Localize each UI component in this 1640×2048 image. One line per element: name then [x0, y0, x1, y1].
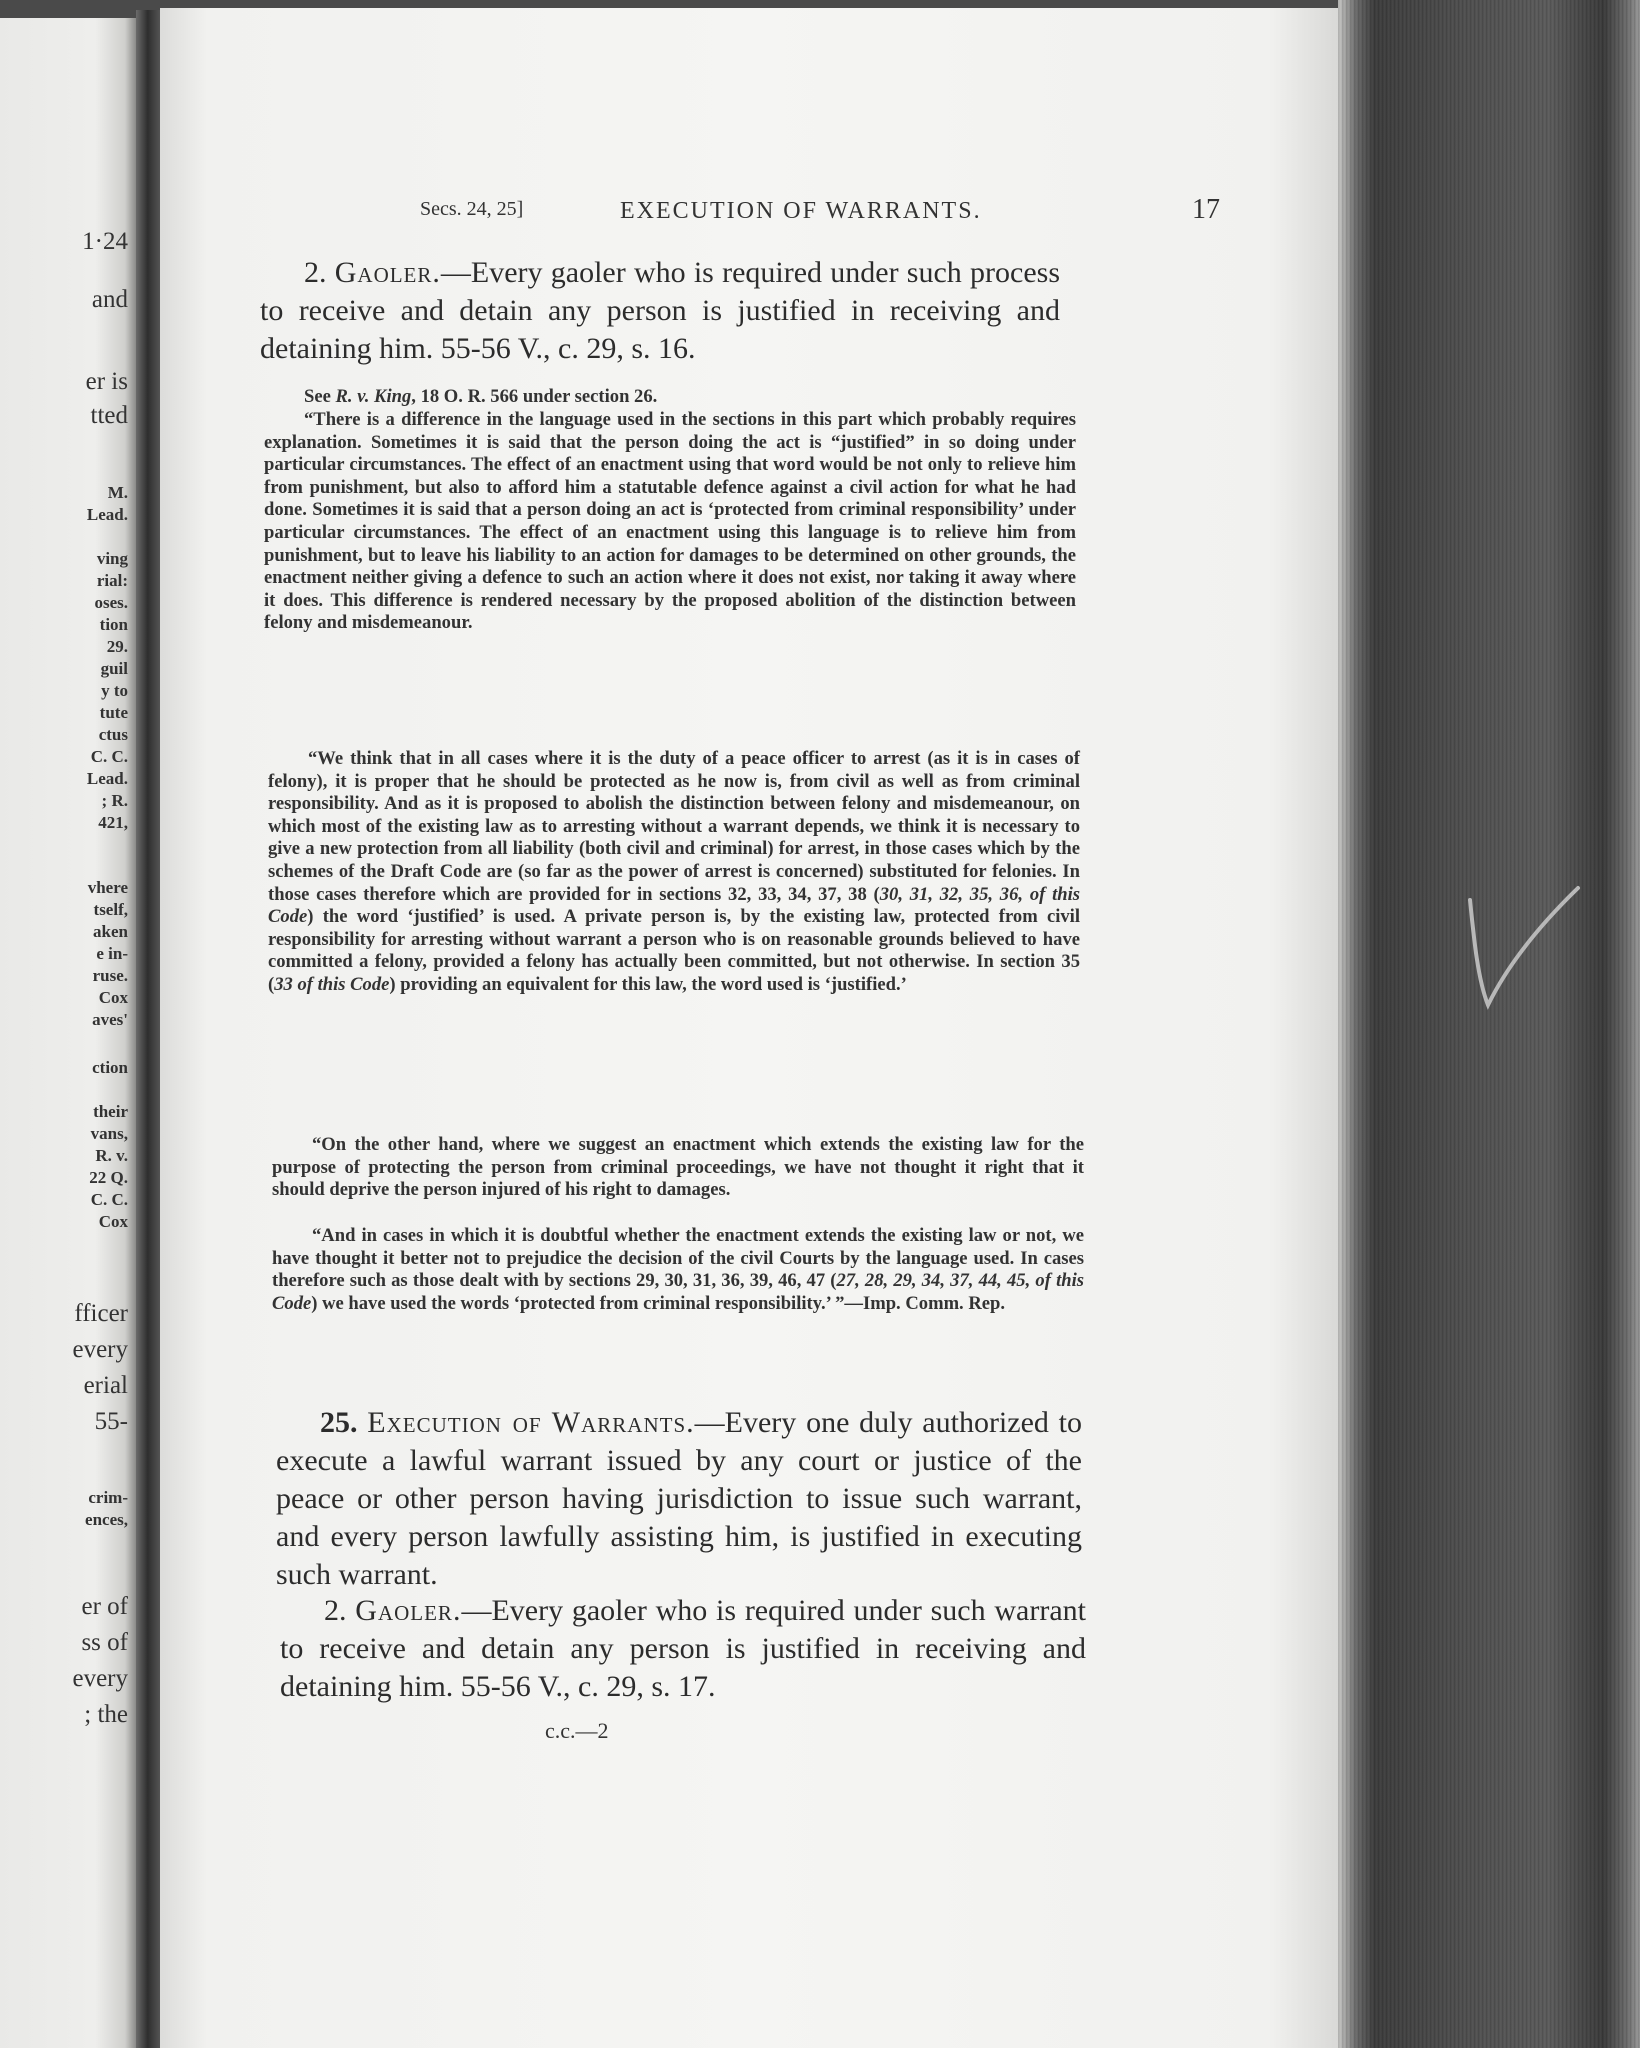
header-title: EXECUTION OF WARRANTS.	[620, 198, 982, 224]
previous-page-line: C. C.	[90, 747, 128, 766]
previous-page-line: ving	[96, 549, 128, 568]
previous-page-line: y to	[101, 681, 128, 700]
previous-page-line: 22 Q.	[89, 1168, 128, 1187]
previous-page-line: aken	[93, 922, 128, 941]
previous-page-line: rial:	[96, 571, 128, 590]
previous-page-line: e in-	[96, 944, 128, 963]
previous-page-line: Cox	[98, 988, 128, 1007]
previous-page-line: ss of	[81, 1629, 128, 1656]
previous-page-line: ction	[92, 1058, 128, 1077]
running-header	[420, 194, 1220, 238]
previous-page-line: crim-	[88, 1488, 128, 1507]
previous-page-line: ctus	[98, 725, 128, 744]
previous-page-line: their	[93, 1102, 128, 1121]
previous-page-line: tion	[99, 615, 128, 634]
previous-page-line: R. v.	[95, 1146, 128, 1165]
section-text: —Every one duly authorized to execute a lawful warrant issued by any court or justice of the peace or other person having jurisdiction to issue such warrant, and every person lawfully assisting him, is justified in executing such warrant.	[276, 1406, 1083, 1591]
previous-page-line: oses.	[94, 593, 128, 612]
previous-page-line: vans,	[90, 1124, 128, 1143]
check-mark-icon	[1460, 880, 1590, 1030]
previous-page-line: tself,	[93, 900, 128, 919]
previous-page-line: er is	[85, 368, 128, 395]
book-page	[160, 8, 1340, 2048]
previous-page-line: and	[91, 286, 128, 313]
previous-page-line: tute	[99, 703, 128, 722]
subsection-heading: Gaoler.	[355, 1594, 462, 1627]
page-number: 17	[1192, 194, 1220, 225]
previous-page-line: every	[72, 1665, 128, 1692]
previous-page-line: ruse.	[92, 966, 128, 985]
section-25	[276, 1404, 1082, 1594]
subsection-number: 2.	[304, 256, 335, 289]
previous-page-line: M.	[107, 483, 128, 502]
previous-page-line: C. C.	[90, 1190, 128, 1209]
previous-page-line: vhere	[87, 878, 128, 897]
previous-page-line: tted	[90, 402, 128, 429]
case-name: R. v. King	[335, 386, 412, 407]
note-paragraph-3: “On the other hand, where we suggest an enactment which extends the existing law for the purpose of protecting the person from criminal proceedings, we have not thought it right that it should deprive the person injured of his right to damages.	[272, 1134, 1084, 1201]
subsection-text: —Every gaoler who is required under such warrant to receive and detain any person is justified in receiving and detaining him. 55-56 V., c. 29, s. 17.	[280, 1594, 1086, 1703]
previous-page-line: fficer	[74, 1300, 128, 1327]
previous-page-line: er of	[81, 1593, 128, 1620]
previous-page-line: Lead.	[86, 769, 128, 788]
subsection-number: 2.	[324, 1594, 356, 1627]
note-see-reference: See R. v. King, 18 O. R. 566 under section 26.	[304, 386, 658, 407]
previous-page-line: 55-	[94, 1408, 128, 1435]
previous-page-line: ; R.	[101, 791, 128, 810]
previous-page-line: ences,	[85, 1510, 128, 1529]
previous-page-line: 1·24	[82, 228, 128, 255]
subsection-heading: Gaoler.	[334, 256, 441, 289]
previous-page-line: 421,	[98, 813, 128, 832]
note-paragraph-2: “We think that in all cases where it is the duty of a peace officer to arrest (as it is in cases of felony), it is proper that he should be protected as he now is, from civil as well as from criminal responsibility. And as it is proposed to abolish the distinction between felony and misdemeanour, on which most of the existing law as to arresting without a warrant depends, we think it is necessary to give a new protection from all liability (both civil and criminal) for arrest, in those cases which by the schemes of the Draft Code are (so far as the power of arrest is concerned) substituted for felonies. In those cases therefore which are provided for in sections 32, 33, 34, 37, 38 (30, 31, 32, 35, 36, of this Code) the word ‘justified’ is used. A private person is, by the existing law, protected from civil responsibility for arresting without warrant a person who is on reasonable grounds believed to have committed a felony, provided a felony has actually been committed, but not otherwise. In section 35 (33 of this Code) providing an equivalent for this law, the word used is ‘justified.’	[268, 748, 1081, 995]
previous-page-line: Lead.	[86, 505, 128, 524]
section-heading: Execution of Warrants.	[367, 1406, 695, 1439]
note-paragraph-1: “There is a difference in the language used in the sections in this part which probably requires explanation. Sometimes it is said that the person doing the act is “justified” in so doing under particular circumstances. The effect of an enactment using that word would be not only to relieve him from punishment, but also to afford him a statutable defence against a civil action for what he had done. Sometimes it is said that a person doing an act is ‘protected from criminal responsibility’ under particular circumstances. The effect of an enactment using this language is to relieve him from punishment, but to leave his liability to an action for damages to be determined on other grounds, the enactment neither giving a defence to such an action where it does not exist, nor taking it away where it does. This difference is rendered necessary by the proposed abolition of the distinction between felony and misdemeanour.	[264, 409, 1076, 634]
subsection-gaoler-warrant	[280, 1592, 1086, 1706]
header-section-range: Secs. 24, 25]	[420, 198, 524, 220]
previous-page-fragment	[0, 18, 136, 2048]
section-number: 25.	[320, 1406, 358, 1439]
signature-mark: c.c.—2	[545, 1718, 609, 1743]
previous-page-line: every	[72, 1336, 128, 1363]
subsection-text: —Every gaoler who is required under such process to receive and detain any person is justified in receiving and detaining him. 55-56 V., c. 29, s. 16.	[260, 256, 1060, 365]
previous-page-line: guil	[100, 659, 128, 678]
note-paragraph-4: “And in cases in which it is doubtful whether the enactment extends the existing law or not, we have thought it better not to prejudice the decision of the civil Courts by the language used. In cases therefore such as those dealt with by sections 29, 30, 31, 36, 39, 46, 47 (27, 28, 29, 34, 37, 44, 45, of this Code) we have used the words ‘protected from criminal responsibility.’ ”—Imp. Comm. Rep.	[272, 1225, 1084, 1314]
previous-page-line: ; the	[84, 1701, 128, 1728]
subsection-gaoler-process	[260, 254, 1060, 368]
previous-page-line: 29.	[106, 637, 128, 656]
previous-page-line: aves'	[92, 1010, 128, 1029]
previous-page-line: Cox	[98, 1212, 128, 1231]
book-gutter	[136, 10, 162, 2048]
previous-page-line: erial	[83, 1372, 128, 1399]
